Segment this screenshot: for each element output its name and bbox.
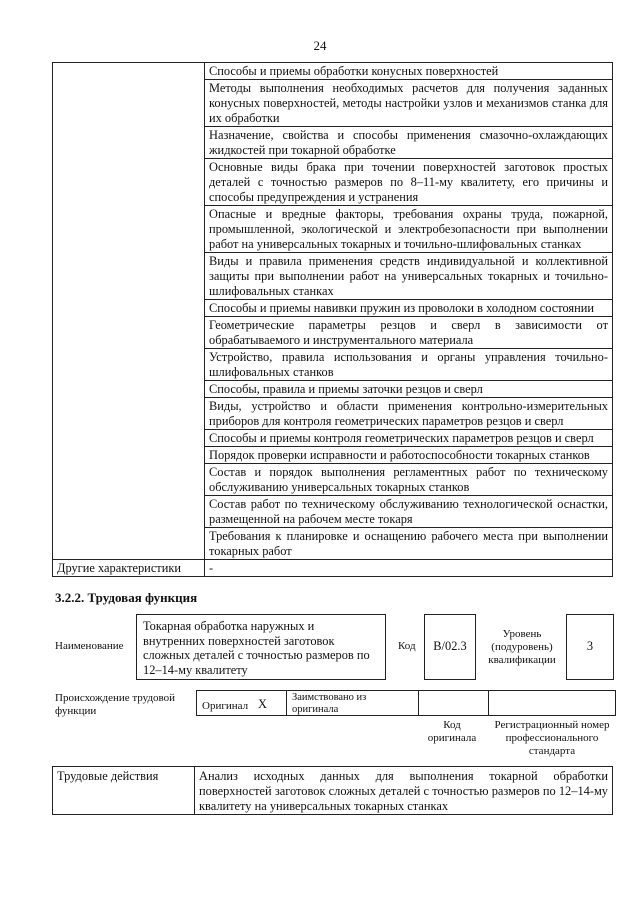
original-label: Оригинал (202, 700, 249, 712)
level-box (566, 614, 614, 680)
origin-divider-2 (418, 690, 419, 716)
knowledge-item: Способы и приемы обработки конусных поверхностей (205, 63, 613, 80)
knowledge-item: Методы выполнения необходимых расчетов для получения заданных конусных поверхностей, методы настройки узлов и механизмов станка для их обработки (205, 80, 613, 127)
reg-number-caption: Регистрационный номер профессионального стандарта (494, 719, 610, 757)
function-name-value: Токарная обработка наружных и внутренних поверхностей заготовок сложных деталей с точностью размеров по 12–14-му квалитету (143, 619, 370, 677)
level-value: 3 (586, 639, 594, 653)
knowledge-item: Требования к планировке и оснащению рабочего места при выполнении токарных работ (205, 528, 613, 560)
code-label: Код (398, 640, 416, 652)
labor-actions-table (52, 766, 613, 815)
other-characteristics-row (53, 560, 613, 577)
original-mark: X (258, 697, 267, 711)
name-label: Наименование (55, 640, 124, 652)
knowledge-item: Способы и приемы навивки пружин из проволоки в холодном состоянии (205, 300, 613, 317)
function-code-value: B/02.3 (433, 639, 467, 653)
page-number: 24 (313, 38, 327, 53)
knowledge-table (52, 62, 613, 577)
section-title: 3.2.2. Трудовая функция (55, 590, 198, 605)
knowledge-item: Виды и правила применения средств индивидуальной и коллективной защиты при выполнении работ на универсальных токарных и точильно-шлифовальных станках (205, 253, 613, 300)
borrowed-label: Заимствовано из оригинала (292, 692, 367, 715)
knowledge-item: Способы и приемы контроля геометрических параметров резцов и сверл (205, 430, 613, 447)
table-row (53, 63, 613, 80)
function-code-box (424, 614, 476, 680)
knowledge-item: Опасные и вредные факторы, требования охраны труда, пожарной, промышленной, экологической и электробезопасности при выполнении работ на универсальных токарных и точильно-шлифовальных станках (205, 206, 613, 253)
other-characteristics-label: Другие характеристики (53, 560, 205, 577)
blank-left-cell (53, 63, 205, 560)
code-original-caption: Код оригинала (427, 719, 477, 744)
function-name-box (136, 614, 386, 680)
origin-label: Происхождение трудовой функции (55, 692, 176, 717)
knowledge-item: Состав и порядок выполнения регламентных работ по техническому обслуживанию универсальных токарных станков (205, 464, 613, 496)
labor-actions-value: Анализ исходных данных для выполнения токарной обработки поверхностей заготовок сложных деталей с точностью размеров по 12–14-му квалитету на универсальных токарных станках (195, 767, 613, 815)
knowledge-item: Основные виды брака при точении поверхностей заготовок простых деталей с точностью размеров по 8–11-му квалитету, его причины и способы предупреждения и устранения (205, 159, 613, 206)
labor-actions-label: Трудовые действия (53, 767, 195, 815)
knowledge-item: Виды, устройство и области применения контрольно-измерительных приборов для контроля геометрических параметров резцов и сверл (205, 398, 613, 430)
level-label: Уровень (подуровень) квалификации (488, 628, 556, 666)
knowledge-item: Состав работ по техническому обслуживанию технологической оснастки, размещенной на рабочем месте токаря (205, 496, 613, 528)
knowledge-item: Устройство, правила использования и органы управления точильно-шлифовальных станков (205, 349, 613, 381)
knowledge-item: Геометрические параметры резцов и сверл в зависимости от обрабатываемого и инструментального материала (205, 317, 613, 349)
other-characteristics-value: - (205, 560, 613, 577)
knowledge-item: Назначение, свойства и способы применения смазочно-охлаждающих жидкостей при токарной обработке (205, 127, 613, 159)
knowledge-item: Способы, правила и приемы заточки резцов и сверл (205, 381, 613, 398)
origin-divider-1 (286, 690, 287, 716)
origin-divider-3 (488, 690, 489, 716)
knowledge-item: Порядок проверки исправности и работоспособности токарных станков (205, 447, 613, 464)
